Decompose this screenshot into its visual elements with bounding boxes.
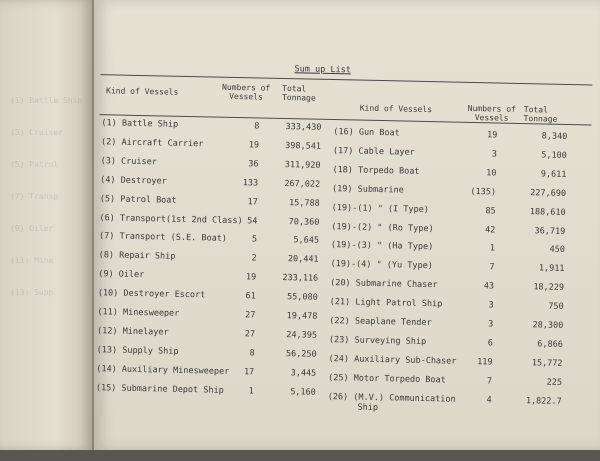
left-row-tonnage: 70,360 xyxy=(288,216,320,228)
left-row-kind: (5) Patrol Boat xyxy=(99,193,177,206)
left-row-numbers: 2 xyxy=(251,253,257,264)
right-row-tonnage: 9,611 xyxy=(540,169,567,180)
left-row-kind: (4) Destroyer xyxy=(100,174,167,187)
left-row-numbers: 5 xyxy=(251,234,258,245)
right-row-kind-continued: Ship xyxy=(357,402,379,413)
right-row-numbers: 3 xyxy=(491,149,497,160)
left-row-tonnage: 20,441 xyxy=(287,254,319,266)
left-row-kind: (9) Oiler xyxy=(98,269,145,281)
right-row-tonnage: 5,100 xyxy=(541,150,567,161)
left-row-tonnage: 398,541 xyxy=(285,140,322,152)
left-row-tonnage: 333,430 xyxy=(285,122,322,133)
left-row-numbers: 133 xyxy=(242,177,259,189)
left-row-tonnage: 24,395 xyxy=(286,329,318,341)
left-row-tonnage: 56,250 xyxy=(285,348,317,360)
left-row-numbers: 36 xyxy=(248,159,259,170)
right-row-numbers: 42 xyxy=(484,224,496,235)
left-row-kind: (7) Transport (S.E. Boat) xyxy=(98,231,228,245)
right-row-tonnage: 8,340 xyxy=(541,131,568,142)
left-row-kind: (6) Transport(1st 2nd Class) xyxy=(99,212,243,226)
left-row-kind: (3) Cruiser xyxy=(100,155,158,168)
right-row-tonnage: 750 xyxy=(548,301,564,312)
right-row-numbers: 3 xyxy=(488,319,494,330)
right-row-tonnage: 450 xyxy=(549,244,565,256)
right-row-kind: (16) Gun Boat xyxy=(333,127,400,139)
header-numbers-right: Numbers of Vessels xyxy=(467,103,516,123)
right-row-tonnage: 18,229 xyxy=(533,282,565,294)
right-row-tonnage: 1,822.7 xyxy=(525,395,562,407)
right-row-tonnage: 1,911 xyxy=(538,263,565,275)
right-row-kind: (26) (M.V.) Communication xyxy=(327,391,456,405)
header-kind-left: Kind of Vessels xyxy=(106,86,179,97)
right-row-numbers: 43 xyxy=(483,281,495,292)
right-row-numbers: 85 xyxy=(485,205,496,217)
left-row-numbers: 1 xyxy=(248,385,254,397)
left-row-numbers: 8 xyxy=(254,121,260,132)
right-row-tonnage: 28,300 xyxy=(532,320,564,331)
right-row-tonnage: 36,719 xyxy=(534,225,566,237)
left-row-numbers: 8 xyxy=(249,348,255,359)
right-row-numbers: 119 xyxy=(477,356,493,368)
left-row-numbers: 17 xyxy=(247,196,258,208)
right-row-tonnage: 227,690 xyxy=(530,187,567,199)
left-row-numbers: 19 xyxy=(245,272,257,283)
left-row-kind: (12) Minelayer xyxy=(96,326,169,338)
right-row-tonnage: 6,866 xyxy=(537,339,563,350)
right-row-kind: (17) Cable Layer xyxy=(332,145,415,158)
right-row-kind: (19)-(1) " (I Type) xyxy=(331,202,430,215)
right-row-tonnage: 225 xyxy=(546,377,563,388)
header-numbers-left: Numbers of Vessels xyxy=(222,82,271,102)
left-row-tonnage: 233,116 xyxy=(282,273,319,284)
left-row-tonnage: 267,022 xyxy=(284,178,321,190)
right-row-numbers: 7 xyxy=(486,376,493,387)
right-row-tonnage: 15,772 xyxy=(531,358,563,369)
left-page: (1) Battle Ship (3) Cruiser (5) Patrol (7) Transp (9) Oiler (11) Mine (13) Supp xyxy=(0,0,94,450)
right-row-kind: (19)-(2) " (Ro Type) xyxy=(331,221,434,234)
right-row-kind: (24) Auxiliary Sub-Chaser xyxy=(328,353,457,367)
right-row-tonnage: 188,610 xyxy=(529,206,566,218)
right-row-numbers: (135) xyxy=(470,186,497,198)
header-tonnage-right: Total Tonnage xyxy=(523,105,558,124)
right-row-numbers: 7 xyxy=(489,262,495,273)
left-row-tonnage: 5,160 xyxy=(290,386,316,398)
right-page xyxy=(94,0,600,450)
left-row-tonnage: 55,080 xyxy=(286,292,318,303)
left-row-numbers: 27 xyxy=(244,329,256,340)
left-row-kind: (1) Battle Ship xyxy=(101,118,179,130)
document-table xyxy=(85,0,600,460)
right-row-kind: (19) Submarine xyxy=(331,183,404,196)
left-row-numbers: 19 xyxy=(248,140,260,151)
header-tonnage-left: Total Tonnage xyxy=(281,83,316,103)
left-row-numbers: 17 xyxy=(243,366,255,378)
left-row-tonnage: 19,478 xyxy=(286,311,318,322)
right-row-numbers: 6 xyxy=(487,338,494,349)
header-kind-right: Kind of Vessels xyxy=(359,103,433,115)
left-row-kind: (15) Submarine Depot Ship xyxy=(95,382,224,396)
right-row-numbers: 10 xyxy=(486,168,497,179)
left-row-tonnage: 311,920 xyxy=(284,159,321,171)
left-row-tonnage: 15,788 xyxy=(288,197,320,209)
right-row-kind: (19)-(3) " (Ha Type) xyxy=(330,240,434,253)
left-row-kind: (14) Auxiliary Minesweeper xyxy=(96,363,230,377)
right-row-numbers: 3 xyxy=(488,300,494,311)
right-row-kind: (19)-(4) " (Yu Type) xyxy=(330,259,433,272)
document-title: Sum up List xyxy=(294,64,351,76)
left-row-numbers: 61 xyxy=(245,291,256,302)
right-row-kind: (25) Motor Torpedo Boat xyxy=(328,372,446,386)
left-row-tonnage: 5,645 xyxy=(293,235,320,247)
right-row-kind: (23) Surveying Ship xyxy=(328,334,427,347)
left-row-kind: (2) Aircraft Carrier xyxy=(100,137,204,150)
right-row-kind: (21) Light Patrol Ship xyxy=(329,297,443,310)
right-row-kind: (20) Submarine Chaser xyxy=(330,278,438,291)
right-row-numbers: 4 xyxy=(486,394,492,406)
left-row-kind: (11) Minesweeper xyxy=(97,307,180,319)
right-row-kind: (18) Torpedo Boat xyxy=(332,164,420,177)
left-row-kind: (13) Supply Ship xyxy=(96,344,179,357)
left-row-kind: (10) Destroyer Escort xyxy=(97,288,206,301)
left-row-numbers: 54 xyxy=(247,215,258,226)
right-row-kind: (22) Seaplane Tender xyxy=(329,315,432,329)
left-row-tonnage: 3,445 xyxy=(290,367,317,379)
header-top-rule xyxy=(100,74,592,85)
right-row-numbers: 1 xyxy=(489,243,495,254)
left-row-kind: (8) Repair Ship xyxy=(98,250,176,263)
right-row-numbers: 19 xyxy=(486,130,498,141)
left-row-numbers: 27 xyxy=(245,310,256,321)
